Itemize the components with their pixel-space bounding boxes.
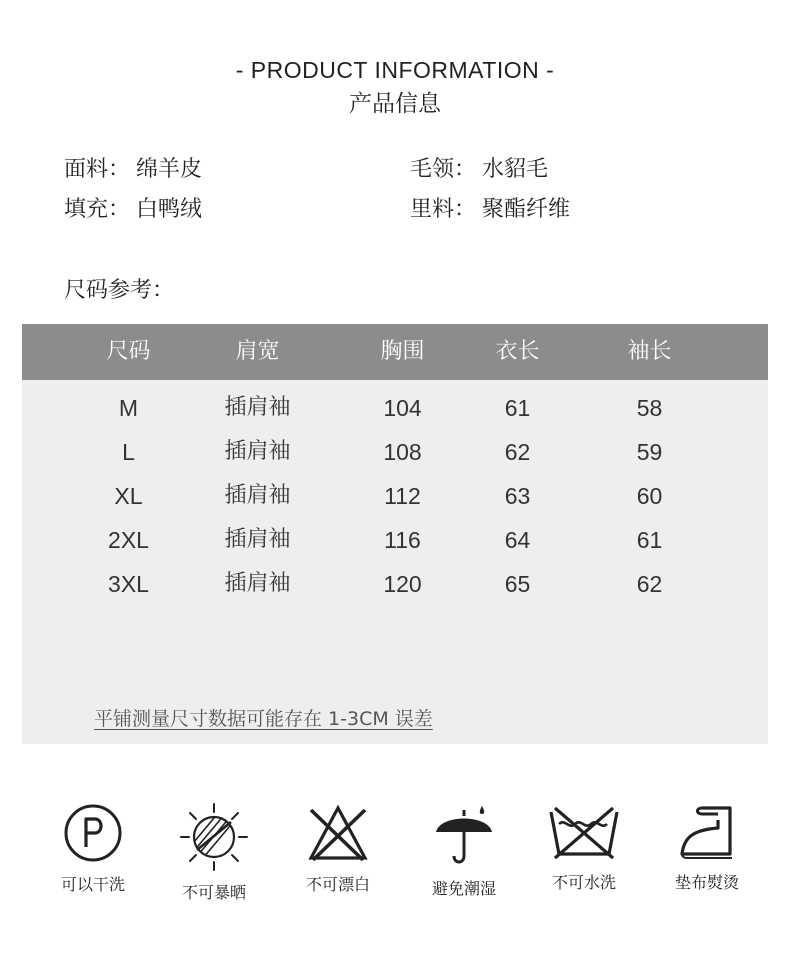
care-label: 避免潮湿 <box>431 879 496 898</box>
cell-length: 62 <box>504 439 531 465</box>
cell-sleeve: 62 <box>636 571 663 597</box>
spec-value: 聚酯纤维 <box>482 197 571 222</box>
spec-filling <box>64 195 202 225</box>
care-label: 不可漂白 <box>305 875 370 894</box>
cell-shoulder: 插肩袖 <box>224 395 291 420</box>
cell-chest: 116 <box>384 527 421 553</box>
spec-lining <box>410 195 570 225</box>
spec-label: 里料： <box>410 197 477 222</box>
header-sleeve: 袖长 <box>627 339 672 364</box>
cell-chest: 108 <box>383 439 422 465</box>
cell-sleeve: 58 <box>636 395 663 421</box>
cell-chest: 120 <box>383 571 422 597</box>
cell-size: 2XL <box>108 527 149 553</box>
title-en: - PRODUCT INFORMATION - <box>235 57 555 83</box>
table-row <box>22 474 768 518</box>
iron-icon <box>674 802 740 862</box>
care-item <box>652 802 762 893</box>
care-item <box>38 802 148 895</box>
table-row <box>22 518 768 562</box>
cell-size: 3XL <box>108 571 149 597</box>
cell-shoulder: 插肩袖 <box>224 527 291 552</box>
table-row <box>22 386 768 430</box>
spec-value: 白鸭绒 <box>136 197 203 222</box>
no-sun-icon <box>179 802 249 872</box>
no-bleach-icon <box>305 802 371 864</box>
cell-length: 63 <box>504 483 531 509</box>
product-info-header <box>0 54 790 120</box>
title-cn: 产品信息 <box>349 91 441 117</box>
cell-shoulder: 插肩袖 <box>224 483 291 508</box>
cell-length: 65 <box>504 571 531 597</box>
care-item <box>159 802 269 903</box>
header-chest: 胸围 <box>380 339 425 364</box>
umbrella-icon <box>432 802 496 868</box>
care-label: 垫布熨烫 <box>674 873 739 892</box>
cell-size: XL <box>114 483 143 509</box>
care-label: 不可暴晒 <box>181 883 246 902</box>
cell-length: 64 <box>504 527 531 553</box>
measurement-note: 平铺测量尺寸数据可能存在 1-3CM 误差 <box>94 708 433 730</box>
spec-fabric <box>64 155 202 185</box>
cell-shoulder: 插肩袖 <box>224 439 291 464</box>
cell-sleeve: 61 <box>636 527 663 553</box>
header-shoulder: 肩宽 <box>235 339 280 364</box>
cell-sleeve: 60 <box>636 483 663 509</box>
spec-label: 面料： <box>64 157 131 182</box>
cell-shoulder: 插肩袖 <box>224 571 291 596</box>
size-reference-heading: 尺码参考： <box>64 278 175 303</box>
cell-chest: 104 <box>383 395 422 421</box>
cell-chest: 112 <box>384 483 421 509</box>
spec-value: 绵羊皮 <box>136 157 203 182</box>
care-label: 不可水洗 <box>551 873 616 892</box>
cell-length: 61 <box>504 395 531 421</box>
dry-clean-p-icon <box>62 802 124 864</box>
spec-collar <box>410 155 548 185</box>
spec-label: 填充： <box>64 197 131 222</box>
table-row <box>22 562 768 606</box>
care-item <box>409 802 519 899</box>
header-length: 衣长 <box>495 339 540 364</box>
cell-size: L <box>122 439 135 465</box>
care-label: 可以干洗 <box>60 875 125 894</box>
care-item <box>529 802 639 893</box>
cell-size: M <box>118 395 139 421</box>
care-item <box>283 802 393 895</box>
header-size: 尺码 <box>106 339 151 364</box>
no-wash-icon <box>547 802 621 862</box>
size-table <box>22 324 768 744</box>
cell-sleeve: 59 <box>636 439 663 465</box>
table-row <box>22 430 768 474</box>
size-table-header <box>22 324 768 380</box>
spec-value: 水貂毛 <box>482 157 549 182</box>
spec-label: 毛领： <box>410 157 477 182</box>
